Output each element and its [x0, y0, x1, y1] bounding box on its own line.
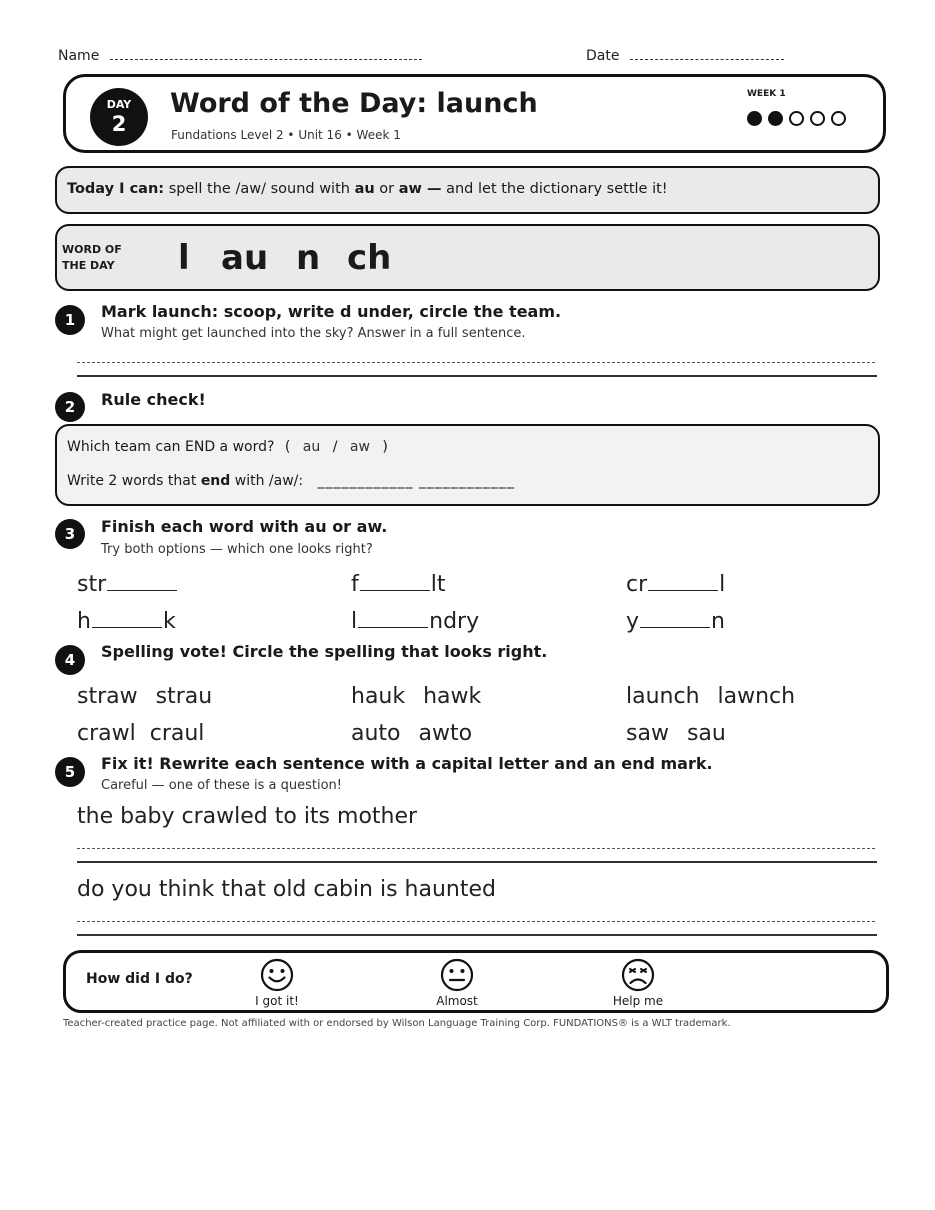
- date-field[interactable]: [586, 48, 784, 64]
- question-2-number: 2: [55, 392, 85, 422]
- spelling-option[interactable]: crawl: [77, 721, 136, 746]
- spelling-option[interactable]: saw: [626, 721, 669, 746]
- sentence-1-base-line: [77, 861, 877, 863]
- fill-word-2[interactable]: [351, 572, 446, 597]
- fill-word-3-pre: cr: [626, 572, 648, 597]
- today-dash: —: [421, 181, 442, 197]
- fill-word-5[interactable]: [351, 609, 479, 634]
- rating-label-got-it: I got it!: [255, 994, 299, 1008]
- fill-word-6-pre: y: [626, 609, 640, 634]
- fill-word-3-post: l: [719, 572, 726, 597]
- week-dot-empty: [831, 111, 846, 126]
- spelling-pair-3: [626, 684, 795, 709]
- fill-word-3[interactable]: [626, 572, 725, 597]
- today-or: or: [374, 181, 399, 197]
- question-4-number: 4: [55, 645, 85, 675]
- spelling-option[interactable]: straw: [77, 684, 138, 709]
- rule-check-prompt: Which team can END a word?: [67, 439, 275, 455]
- frown-face-icon[interactable]: [621, 958, 655, 992]
- sentence-1-guide-line[interactable]: [77, 848, 875, 849]
- week-dot-empty: [789, 111, 804, 126]
- question-3-prompt: Try both options — which one looks right?: [101, 542, 373, 557]
- date-line[interactable]: [630, 59, 784, 60]
- day-number: 2: [111, 112, 127, 136]
- spelling-option[interactable]: auto: [351, 721, 401, 746]
- spelling-pair-2: [351, 684, 481, 709]
- sentence-2: do you think that old cabin is haunted: [77, 877, 496, 902]
- question-1-number: 1: [55, 305, 85, 335]
- fill-word-2-blank[interactable]: [360, 589, 430, 591]
- choice-slash: /: [332, 439, 338, 455]
- week-dot-filled: [768, 111, 783, 126]
- today-statement: [67, 181, 668, 197]
- fill-word-5-pre: l: [351, 609, 358, 634]
- spelling-option[interactable]: hawk: [423, 684, 482, 709]
- word-of-day-label-line2: THE DAY: [62, 259, 115, 272]
- fill-word-4-post: k: [162, 609, 176, 634]
- spelling-option[interactable]: strau: [155, 684, 213, 709]
- sentence-2-base-line: [77, 934, 877, 936]
- paren-open: (: [284, 439, 291, 455]
- page-title: Word of the Day: launch: [170, 88, 538, 119]
- rule-check-box: [55, 424, 880, 506]
- spelling-pair-4: [77, 721, 204, 746]
- name-label: Name: [58, 48, 100, 64]
- question-2-heading: Rule check!: [101, 390, 206, 409]
- question-1-prompt: What might get launched into the sky? Answer in a full sentence.: [101, 326, 526, 341]
- word-letter-4: ch: [347, 238, 392, 278]
- fill-word-5-post: ndry: [429, 609, 480, 634]
- week-label: WEEK 1: [747, 89, 786, 99]
- page-subtitle: Fundations Level 2 • Unit 16 • Week 1: [171, 128, 401, 142]
- today-pre: spell the /aw/ sound with: [164, 181, 355, 197]
- question-5-prompt: Careful — one of these is a question!: [101, 778, 343, 793]
- day-label: DAY: [106, 98, 132, 111]
- self-rating-question: How did I do?: [86, 971, 193, 987]
- fill-word-1[interactable]: [77, 572, 178, 597]
- spelling-pair-5: [351, 721, 472, 746]
- word-letter-2: au: [221, 238, 269, 278]
- fill-word-1-pre: str: [77, 572, 107, 597]
- spelling-option[interactable]: craul: [149, 721, 205, 746]
- question-3-number: 3: [55, 519, 85, 549]
- fill-word-1-blank[interactable]: [107, 589, 177, 591]
- spelling-option[interactable]: sau: [686, 721, 726, 746]
- week-dot-empty: [810, 111, 825, 126]
- write-prompt-post: with /aw/:: [230, 473, 304, 489]
- fill-word-3-blank[interactable]: [648, 589, 718, 591]
- word-of-day-label-line1: WORD OF: [62, 243, 122, 256]
- week-dot-filled: [747, 111, 762, 126]
- sentence-1: the baby crawled to its mother: [77, 804, 418, 829]
- spelling-option[interactable]: hauk: [351, 684, 406, 709]
- question-5-number: 5: [55, 757, 85, 787]
- rule-check-question: [67, 439, 388, 455]
- word-letter-1: l: [178, 238, 190, 278]
- write-blanks[interactable]: ____________ ____________: [317, 473, 515, 489]
- choice-au[interactable]: au: [302, 439, 321, 455]
- write-prompt-bold: end: [200, 473, 231, 489]
- paren-close: ): [382, 439, 388, 455]
- spelling-pair-1: [77, 684, 212, 709]
- fill-word-6-post: n: [711, 609, 725, 634]
- day-badge: [90, 88, 148, 146]
- footer-disclaimer: Teacher-created practice page. Not affiliated with or endorsed by Wilson Language Training Corp. FUNDATIONS® is a WLT trademark.: [63, 1018, 731, 1029]
- name-field[interactable]: [58, 48, 422, 64]
- neutral-face-icon[interactable]: [440, 958, 474, 992]
- rule-check-write: [67, 473, 515, 489]
- spelling-option[interactable]: awto: [418, 721, 473, 746]
- fill-word-4-blank[interactable]: [92, 626, 162, 628]
- rating-label-almost: Almost: [436, 994, 478, 1008]
- today-lead: Today I can:: [67, 181, 165, 197]
- write-prompt-pre: Write 2 words that: [67, 473, 201, 489]
- today-post: and let the dictionary settle it!: [441, 181, 668, 197]
- date-label: Date: [586, 48, 620, 64]
- word-of-day-label: [62, 242, 122, 274]
- answer-1-guide-line[interactable]: [77, 362, 875, 363]
- choice-aw[interactable]: aw: [349, 439, 370, 455]
- answer-1-base-line: [77, 375, 877, 377]
- spelling-pair-6: [626, 721, 726, 746]
- smile-face-icon[interactable]: [260, 958, 294, 992]
- fill-word-4[interactable]: [77, 609, 176, 634]
- fill-word-4-pre: h: [77, 609, 91, 634]
- today-aw: aw: [398, 181, 422, 197]
- spelling-option[interactable]: launch: [626, 684, 700, 709]
- fill-word-2-pre: f: [351, 572, 359, 597]
- fill-word-6[interactable]: [626, 609, 725, 634]
- today-au: au: [354, 181, 375, 197]
- sentence-2-guide-line[interactable]: [77, 921, 875, 922]
- name-line[interactable]: [110, 59, 422, 60]
- question-1-heading: Mark launch: scoop, write d under, circle the team.: [101, 302, 562, 321]
- fill-word-2-post: lt: [430, 572, 446, 597]
- word-letter-3: n: [296, 238, 321, 278]
- question-5-heading: Fix it! Rewrite each sentence with a capital letter and an end mark.: [101, 754, 713, 773]
- fill-word-6-blank[interactable]: [640, 626, 710, 628]
- spelling-option[interactable]: lawnch: [717, 684, 796, 709]
- fill-word-5-blank[interactable]: [358, 626, 428, 628]
- question-3-heading: Finish each word with au or aw.: [101, 517, 388, 536]
- question-4-heading: Spelling vote! Circle the spelling that looks right.: [101, 642, 548, 661]
- rating-label-help-me: Help me: [612, 994, 664, 1008]
